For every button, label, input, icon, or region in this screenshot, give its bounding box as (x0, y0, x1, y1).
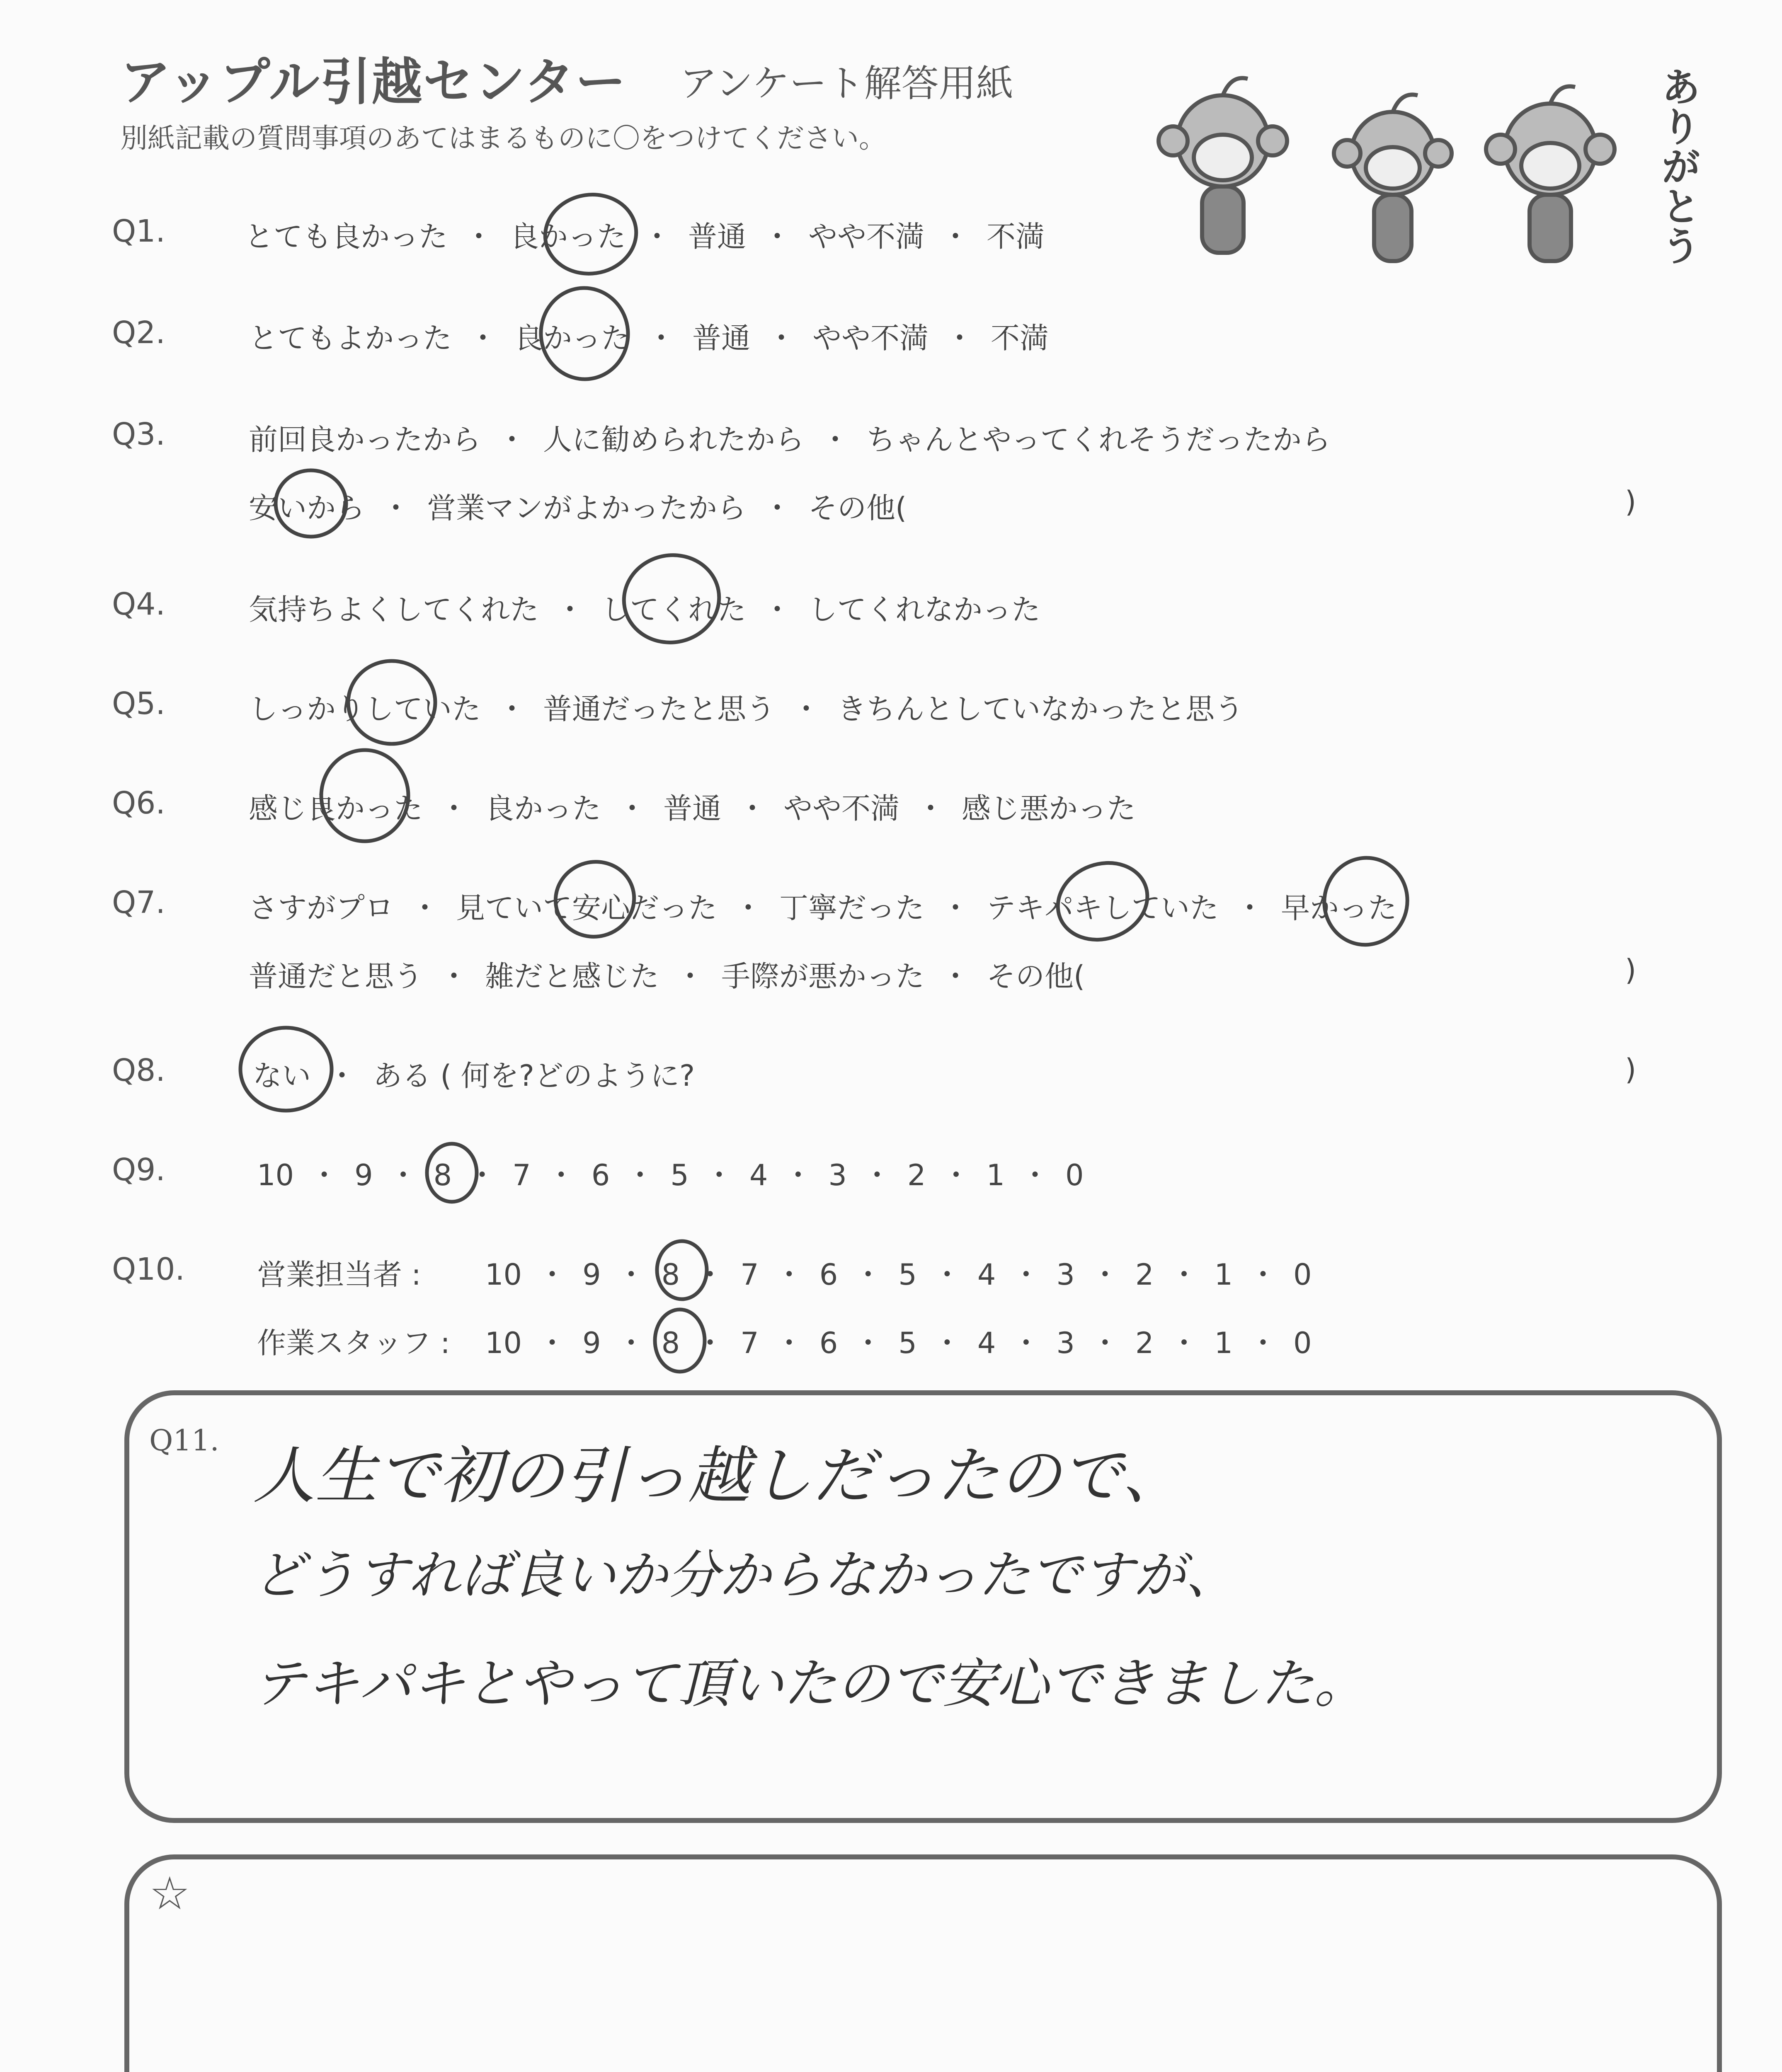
q1-option[interactable]: とても良かった (245, 220, 448, 254)
q2-label: Q2. (112, 315, 165, 351)
q4-option[interactable]: してくれた (601, 593, 746, 627)
q9-score[interactable]: 3 (828, 1158, 847, 1192)
form-title: アップル引越センター (120, 53, 627, 111)
instruction-text: 別紙記載の質問事項のあてはまるものに〇をつけてください。 (120, 122, 886, 154)
q5-circle-mark (348, 661, 435, 744)
q10-label: Q10. (112, 1251, 185, 1287)
q7-option[interactable]: 普通だと思う (249, 959, 423, 993)
q9-score[interactable]: 0 (1065, 1158, 1084, 1192)
q4-options: 気持ちよくしてくれた ・ してくれた ・ してくれなかった (249, 593, 1040, 627)
q5-option[interactable]: しっかりしていた (249, 692, 481, 726)
q7-paren-close: ) (1625, 953, 1637, 987)
q5-option[interactable]: きちんとしていなかったと思う (837, 692, 1244, 726)
q1-option[interactable]: やや不満 (808, 220, 924, 254)
q3-option[interactable]: 前回良かったから (249, 423, 481, 457)
q7-circle-mark (1317, 851, 1414, 951)
q7-options-line2: 普通だと思う ・ 雑だと感じた ・ 手際が悪かった ・ その他( (249, 959, 1085, 993)
q3-options-line2: 安いから ・ 営業マンがよかったから ・ その他( (249, 491, 907, 525)
q7-option[interactable]: さすがプロ (249, 891, 394, 925)
q5-label: Q5. (112, 686, 165, 721)
q9-score[interactable]: 10 (257, 1158, 294, 1192)
q6-options: 感じ良かった ・ 良かった ・ 普通 ・ やや不満 ・ 感じ悪かった (249, 792, 1136, 825)
q7-option[interactable]: 雑だと感じた (485, 959, 659, 993)
q6-label: Q6. (112, 785, 165, 821)
q9-scale: 10 ・ 9 ・ 8 ・ 7 ・ 6 ・ 5 ・ 4 ・ 3 ・ 2 ・ 1 ・ 0 (257, 1158, 1084, 1192)
q3-label: Q3. (112, 416, 165, 452)
q10-staff-score[interactable]: 3 (1056, 1326, 1075, 1360)
q2-option[interactable]: 普通 (692, 321, 750, 355)
q9-score[interactable]: 2 (907, 1158, 926, 1192)
q6-option[interactable]: 感じ悪かった (962, 792, 1136, 825)
q10-staff-label: 作業スタッフ : (257, 1326, 450, 1360)
q10-staff-score[interactable]: 2 (1135, 1326, 1154, 1360)
q10-staff-circle-mark (655, 1310, 705, 1372)
q9-score[interactable]: 5 (670, 1158, 689, 1192)
q2-options: とてもよかった ・ 良かった ・ 普通 ・ やや不満 ・ 不満 (249, 321, 1049, 355)
q9-score[interactable]: 1 (986, 1158, 1005, 1192)
q6-option[interactable]: 良かった (485, 792, 601, 825)
q3-option-other[interactable]: その他( (808, 491, 907, 525)
q8-label: Q8. (112, 1053, 165, 1088)
q10-staff-score[interactable]: 8 (661, 1326, 680, 1360)
thanks-text: ありがとう (1655, 66, 1701, 265)
q10-sales-score[interactable]: 8 (661, 1258, 680, 1292)
q4-option[interactable]: してくれなかった (808, 593, 1040, 627)
q8-option[interactable]: ない (253, 1059, 311, 1093)
q2-option[interactable]: やや不満 (812, 321, 929, 355)
q6-option[interactable]: 普通 (663, 792, 721, 825)
q10-sales-scale: 10 ・ 9 ・ 8 ・ 7 ・ 6 ・ 5 ・ 4 ・ 3 ・ 2 ・ 1 ・ 0 (485, 1258, 1312, 1292)
q7-option[interactable]: テキパキしていた (987, 891, 1219, 925)
q10-sales-score[interactable]: 7 (740, 1258, 759, 1292)
q3-option[interactable]: ちゃんとやってくれそうだったから (866, 423, 1331, 457)
q10-sales-score[interactable]: 9 (582, 1258, 601, 1292)
q10-staff-score[interactable]: 0 (1293, 1326, 1312, 1360)
q7-option[interactable]: 早かった (1281, 891, 1397, 925)
q9-score[interactable]: 4 (749, 1158, 768, 1192)
q10-sales-circle-mark (657, 1241, 707, 1299)
q3-option[interactable]: 営業マンがよかったから (427, 491, 746, 525)
q3-circle-mark (276, 470, 346, 537)
q8-option[interactable]: ある ( 何を?どのように? (373, 1059, 695, 1093)
q8-paren-close: ) (1625, 1053, 1637, 1087)
q1-option[interactable]: 不満 (987, 220, 1045, 254)
q3-paren-close: ) (1625, 485, 1637, 519)
q10-staff-score[interactable]: 5 (898, 1326, 917, 1360)
q6-circle-mark (321, 750, 408, 841)
q10-staff-score[interactable]: 7 (740, 1326, 759, 1360)
q4-option[interactable]: 気持ちよくしてくれた (249, 593, 539, 627)
q10-sales-score[interactable]: 2 (1135, 1258, 1154, 1292)
q10-sales-score[interactable]: 3 (1056, 1258, 1075, 1292)
q4-label: Q4. (112, 586, 165, 622)
q10-sales-score[interactable]: 0 (1293, 1258, 1312, 1292)
q2-circle-mark (537, 284, 632, 382)
q10-staff-score[interactable]: 4 (977, 1326, 996, 1360)
q10-staff-score[interactable]: 1 (1214, 1326, 1233, 1360)
q9-score[interactable]: 9 (354, 1158, 373, 1192)
q2-option[interactable]: 良かった (514, 321, 630, 355)
q7-option-other[interactable]: その他( (987, 959, 1085, 993)
q11-handwritten-line: テキパキとやって頂いたので安心できました。 (253, 1653, 1367, 1715)
q5-options: しっかりしていた ・ 普通だったと思う ・ きちんとしていなかったと思う (249, 692, 1244, 726)
q10-sales-score[interactable]: 10 (485, 1258, 522, 1292)
q10-staff-score[interactable]: 6 (819, 1326, 838, 1360)
q7-option[interactable]: 手際が悪かった (721, 959, 924, 993)
q1-options: とても良かった ・ 良かった ・ 普通 ・ やや不満 ・ 不満 (245, 220, 1045, 254)
q2-option[interactable]: 不満 (991, 321, 1049, 355)
q1-option[interactable]: 普通 (688, 220, 746, 254)
q8-options: ない ・ ある ( 何を?どのように? (253, 1059, 695, 1093)
q1-label: Q1. (112, 213, 165, 249)
q5-option[interactable]: 普通だったと思う (543, 692, 775, 726)
q1-circle-mark (540, 189, 641, 280)
q11-handwritten-line: どうすれば良いか分からなかったですが、 (253, 1545, 1237, 1605)
q9-circle-mark (427, 1144, 477, 1202)
q7-circle-mark (1047, 851, 1158, 952)
q10-staff-score[interactable]: 9 (582, 1326, 601, 1360)
q3-option[interactable]: 安いから (249, 491, 365, 525)
q11-handwritten-line: 人生で初の引っ越しだったので、 (253, 1440, 1185, 1512)
q10-staff-scale: 10 ・ 9 ・ 8 ・ 7 ・ 6 ・ 5 ・ 4 ・ 3 ・ 2 ・ 1 ・ 0 (485, 1326, 1312, 1360)
q10-sales-score[interactable]: 6 (819, 1258, 838, 1292)
q10-sales-label: 営業担当者 : (257, 1258, 421, 1292)
q7-label: Q7. (112, 885, 165, 920)
q2-option[interactable]: とてもよかった (249, 321, 452, 355)
q6-option[interactable]: やや不満 (783, 792, 899, 825)
q9-score[interactable]: 6 (591, 1158, 610, 1192)
q11-label: Q11. (149, 1423, 219, 1457)
q1-option[interactable]: 良かった (510, 220, 626, 254)
q8-circle-mark (240, 1028, 332, 1111)
q7-circle-mark (547, 853, 642, 945)
q3-option[interactable]: 人に勧められたから (543, 423, 804, 457)
q10-staff-score[interactable]: 10 (485, 1326, 522, 1360)
q9-score[interactable]: 7 (512, 1158, 531, 1192)
q10-sales-score[interactable]: 4 (977, 1258, 996, 1292)
q10-sales-score[interactable]: 1 (1214, 1258, 1233, 1292)
q6-option[interactable]: 感じ良かった (249, 792, 423, 825)
q9-score[interactable]: 8 (433, 1158, 452, 1192)
form-subtitle: アンケート解答用紙 (680, 62, 1013, 105)
q7-options-line1: さすがプロ ・ 見ていて安心だった ・ 丁寧だった ・ テキパキしていた ・ 早かった (249, 891, 1397, 925)
q3-options-line1: 前回良かったから ・ 人に勧められたから ・ ちゃんとやってくれそうだったから (249, 423, 1331, 457)
q9-label: Q9. (112, 1152, 165, 1188)
q7-option[interactable]: 見ていて安心だった (456, 891, 717, 925)
star-icon: ☆ (149, 1867, 190, 1920)
q4-circle-mark (617, 548, 726, 650)
q7-option[interactable]: 丁寧だった (779, 891, 924, 925)
q10-sales-score[interactable]: 5 (898, 1258, 917, 1292)
